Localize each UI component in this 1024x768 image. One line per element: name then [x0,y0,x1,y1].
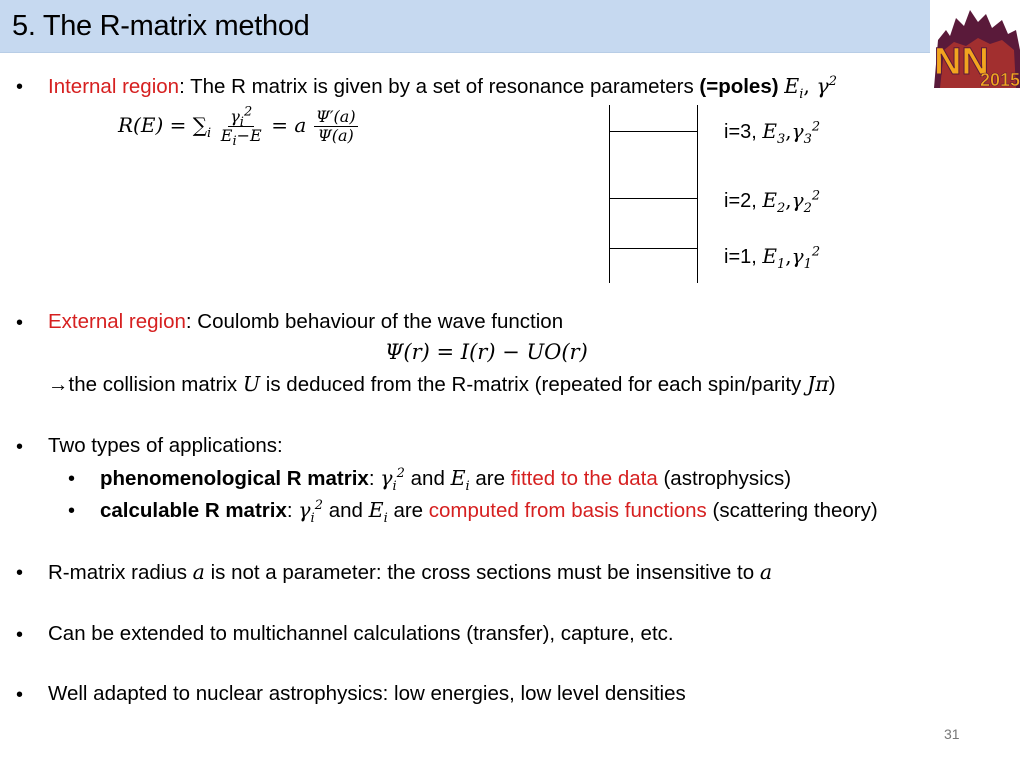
radius-math-a2: a [759,560,773,584]
bullet-marker: • [16,684,24,706]
calc-and: and [323,499,369,522]
level-2-e-sub: 2 [776,201,786,216]
calc-gamma-sup: 2 [314,498,323,514]
fraction-denominator [219,126,264,150]
phen-tail: (astrophysics) [657,467,792,490]
formula-lhs: R(E) = ∑ [118,112,208,137]
level-1-gamma: γ [791,244,804,268]
level-line-2 [610,198,698,199]
collision-text-b: is deduced from the R-matrix (repeated for each spin/parity [260,373,808,396]
phenomenological-label: phenomenological R matrix [100,467,369,490]
level-1-e: E [762,244,777,268]
calculable-label: calculable R matrix [100,499,287,522]
math-E: E [784,74,800,98]
internal-region-line [48,74,837,103]
phen-gamma: γ [380,466,393,490]
calc-are: are [387,499,429,522]
phen-E-sub: i [465,479,470,495]
bullet-marker: • [16,436,24,458]
sub-bullet-marker: • [68,468,76,490]
logo-year-text: 2015 [980,70,1021,90]
level-line-3 [610,131,698,132]
r-matrix-formula [118,104,360,150]
phen-E: E [450,466,466,490]
level-3-index: i=3, [724,121,763,143]
external-region-text: : Coulomb behaviour of the wave function [185,310,564,333]
collision-text-a: the collision matrix [68,373,243,396]
arrow-glyph: → [48,373,69,396]
math-sub-i: i [799,87,804,103]
wave-function-formula: Ψ(r) = I(r) − UO(r) [385,340,588,364]
fitted-to-data: fitted to the data [510,467,658,490]
level-label-3: i=3, $E_3,\gamma_3^2$ [724,119,821,147]
bullet-marker: • [16,562,24,584]
radius-math-a: a [192,560,205,584]
den-rest: −E [236,126,262,145]
calc-colon: : [286,499,299,522]
external-region-label: External region [48,310,186,333]
level-3-e-sub: 3 [776,132,786,147]
fraction-psi [314,108,358,145]
bullet-marker: • [16,624,24,646]
nn2015-logo [930,0,1024,92]
formula-sum-sub: i [207,125,212,141]
den-sub: i [232,134,237,150]
math-J-pi: Jπ [807,372,829,396]
internal-region-text: : The R matrix is given by a set of resonance parameters [179,75,700,98]
level-3-gamma: γ [791,119,804,143]
level-1-e-sub: 1 [776,257,786,272]
astrophysics-line: Well adapted to nuclear astrophysics: low energies, low level densities [48,682,686,705]
level-2-index: i=2, [724,190,763,212]
level-2-gamma-sup: 2 [811,188,821,204]
applications-heading: Two types of applications: [48,434,283,457]
logo-nn-text: NN [934,41,989,83]
math-gamma: γ [816,74,829,98]
math-U: U [242,372,261,396]
radius-text-a: R-matrix radius [48,561,193,584]
num-gamma: γ [230,107,240,126]
calc-tail: (scattering theory) [706,499,878,522]
level-2-gamma-sub: 2 [803,201,812,216]
level-line-1 [610,248,698,249]
psi-prime-numerator: Ψ′(a) [315,107,356,126]
level-1-gamma-sup: 2 [811,244,821,260]
calculable-line [100,498,878,527]
formula-eq-a: = a [271,112,307,137]
phen-gamma-sup: 2 [396,466,405,482]
sub-bullet-marker: • [68,500,76,522]
phen-are: are [469,467,511,490]
title-bar [0,0,930,53]
math-comma: , [803,74,817,98]
fraction-numerator [228,104,254,131]
psi-denominator: Ψ(a) [317,126,354,145]
bullet-marker: • [16,76,24,98]
level-label-2: i=2, $E_2,\gamma_2^2$ [724,188,821,216]
level-2-gamma: γ [791,188,804,212]
poles-label: (=poles) [699,75,785,98]
phen-gamma-sub: i [392,479,397,495]
level-1-index: i=1, [724,246,763,268]
page-number: 31 [944,726,960,742]
radius-text-b: is not a parameter: the cross sections must be insensitive to [204,561,760,584]
collision-text-c: ) [828,373,836,396]
level-1-gamma-sub: 1 [803,257,812,272]
external-region-line [48,310,563,334]
level-3-gamma-sub: 3 [803,132,812,147]
calc-gamma-sub: i [310,511,315,527]
multichannel-line: Can be extended to multichannel calculations (transfer), capture, etc. [48,622,674,645]
phen-colon: : [368,467,381,490]
radius-line [48,560,772,585]
phen-and: and [404,467,451,490]
num-sup: 2 [243,104,253,120]
collision-matrix-line [48,372,836,397]
calc-E-sub: i [383,511,388,527]
calc-E: E [368,498,384,522]
math-sup-2: 2 [828,74,837,90]
slide-title: 5. The R-matrix method [12,10,310,42]
internal-region-label: Internal region [48,75,180,98]
fraction-gamma-over-e [219,104,264,150]
level-label-1: i=1, $E_1,\gamma_1^2$ [724,244,821,272]
phenomenological-line [100,466,792,495]
num-sub: i [239,115,244,131]
level-3-gamma-sup: 2 [811,119,821,135]
computed-from-basis: computed from basis functions [428,499,707,522]
den-e: E [220,126,233,145]
bullet-marker: • [16,312,24,334]
calc-gamma: γ [298,498,311,522]
level-3-e: E [762,119,777,143]
level-2-e: E [762,188,777,212]
